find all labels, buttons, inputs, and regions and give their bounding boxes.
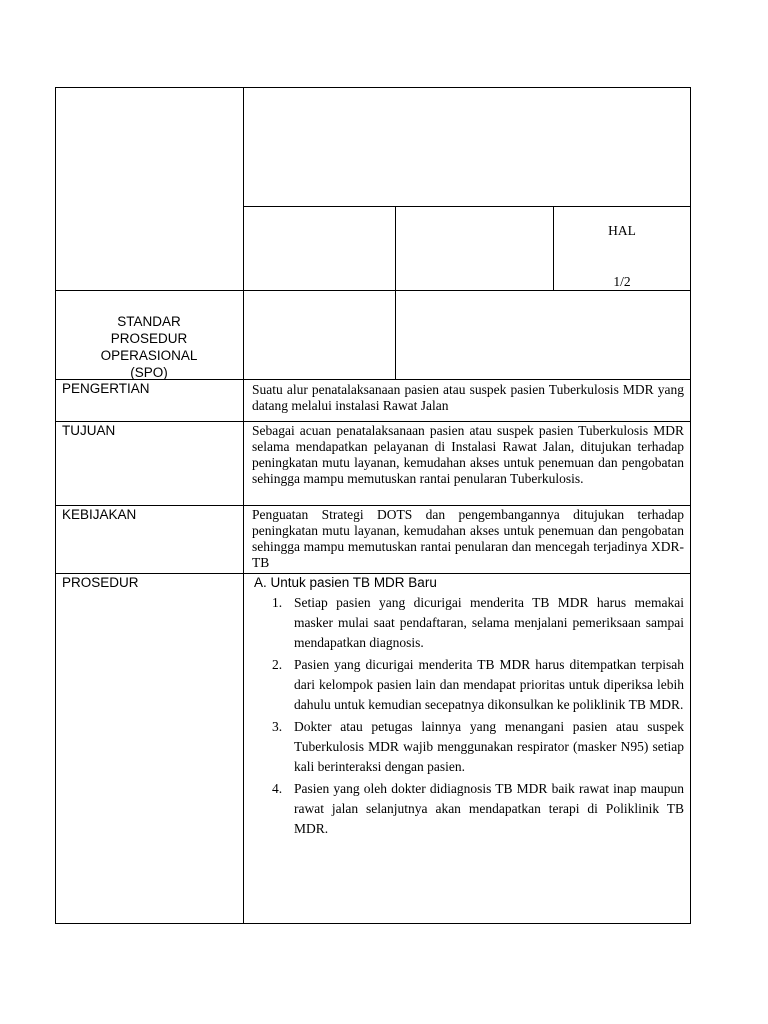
list-item-number: 3.	[272, 719, 283, 734]
hal-label: HAL	[608, 223, 636, 238]
list-item-text: Dokter atau petugas lainnya yang menangani pasien atau suspek Tuberkulosis MDR wajib menggunakan respirator (masker N95) setiap kali berinteraksi dengan pasien.	[294, 719, 684, 774]
header-row-divider-1	[243, 206, 691, 207]
list-item	[252, 779, 684, 839]
tujuan-text: Sebagai acuan penatalaksanaan pasien atau suspek pasien Tuberkulosis MDR selama mendapatkan pelayanan di Instalasi Rawat Jalan, ditujukan terhadap peningkatan mutu layanan, kemudahan akses untuk penemuan dan pengobatan sehingga mampu memutuskan rantai penularan Tuberkulosis.	[252, 423, 684, 486]
list-item-number: 4.	[272, 781, 283, 796]
list-item-number: 2.	[272, 657, 283, 672]
tujuan-label: TUJUAN	[62, 423, 116, 438]
spo-title	[55, 313, 243, 381]
spo-title-line-2: PROSEDUR	[110, 331, 188, 346]
row-divider-tujuan	[55, 505, 691, 506]
header-subcol-divider-3	[395, 290, 396, 379]
pengertian-text: Suatu alur penatalaksanaan pasien atau suspek pasien Tuberkulosis MDR yang datang melalui instalasi Rawat Jalan	[252, 382, 684, 413]
prosedur-content	[252, 575, 684, 839]
list-item-number: 1.	[272, 595, 283, 610]
row-divider-pengertian	[55, 421, 691, 422]
list-item-text: Pasien yang dicurigai menderita TB MDR harus ditempatkan terpisah dari kelompok pasien lain dan mendapat prioritas untuk diperiksa lebih dahulu untuk kemudian secepatnya dikonsulkan ke poliklinik TB MDR.	[294, 657, 684, 712]
list-item	[252, 655, 684, 715]
list-item-text: Pasien yang oleh dokter didiagnosis TB MDR baik rawat inap maupun rawat jalan selanjutnya akan mendapatkan terapi di Poliklinik TB MDR.	[294, 781, 684, 836]
list-item	[252, 717, 684, 777]
spo-title-line-4: (SPO)	[130, 365, 168, 380]
spo-title-line-3: OPERASIONAL	[100, 348, 198, 363]
spo-title-line-1: STANDAR	[117, 314, 181, 329]
prosedur-heading: A. Untuk pasien TB MDR Baru	[254, 575, 437, 590]
table-border-bottom	[55, 923, 691, 924]
prosedur-label: PROSEDUR	[62, 575, 139, 590]
header-subcol-divider-1	[395, 206, 396, 290]
hal-value: 1/2	[613, 274, 631, 289]
kebijakan-text: Penguatan Strategi DOTS dan pengembangannya ditujukan terhadap peningkatan mutu layanan, kemudahan akses untuk penemuan dan pengobatan sehingga mampu memutuskan rantai penularan dan mencegah terjadinya XDR-TB	[252, 507, 684, 570]
row-divider-kebijakan	[55, 573, 691, 574]
list-item	[252, 593, 684, 653]
table-border-top	[55, 87, 691, 88]
header-row-divider-2	[55, 290, 691, 291]
pengertian-label: PENGERTIAN	[62, 381, 150, 396]
list-item-text: Setiap pasien yang dicurigai menderita TB MDR harus memakai masker mulai saat pendaftaran, selama menjalani pemeriksaan sampai mendapatkan diagnosis.	[294, 595, 684, 650]
kebijakan-label: KEBIJAKAN	[62, 507, 137, 522]
